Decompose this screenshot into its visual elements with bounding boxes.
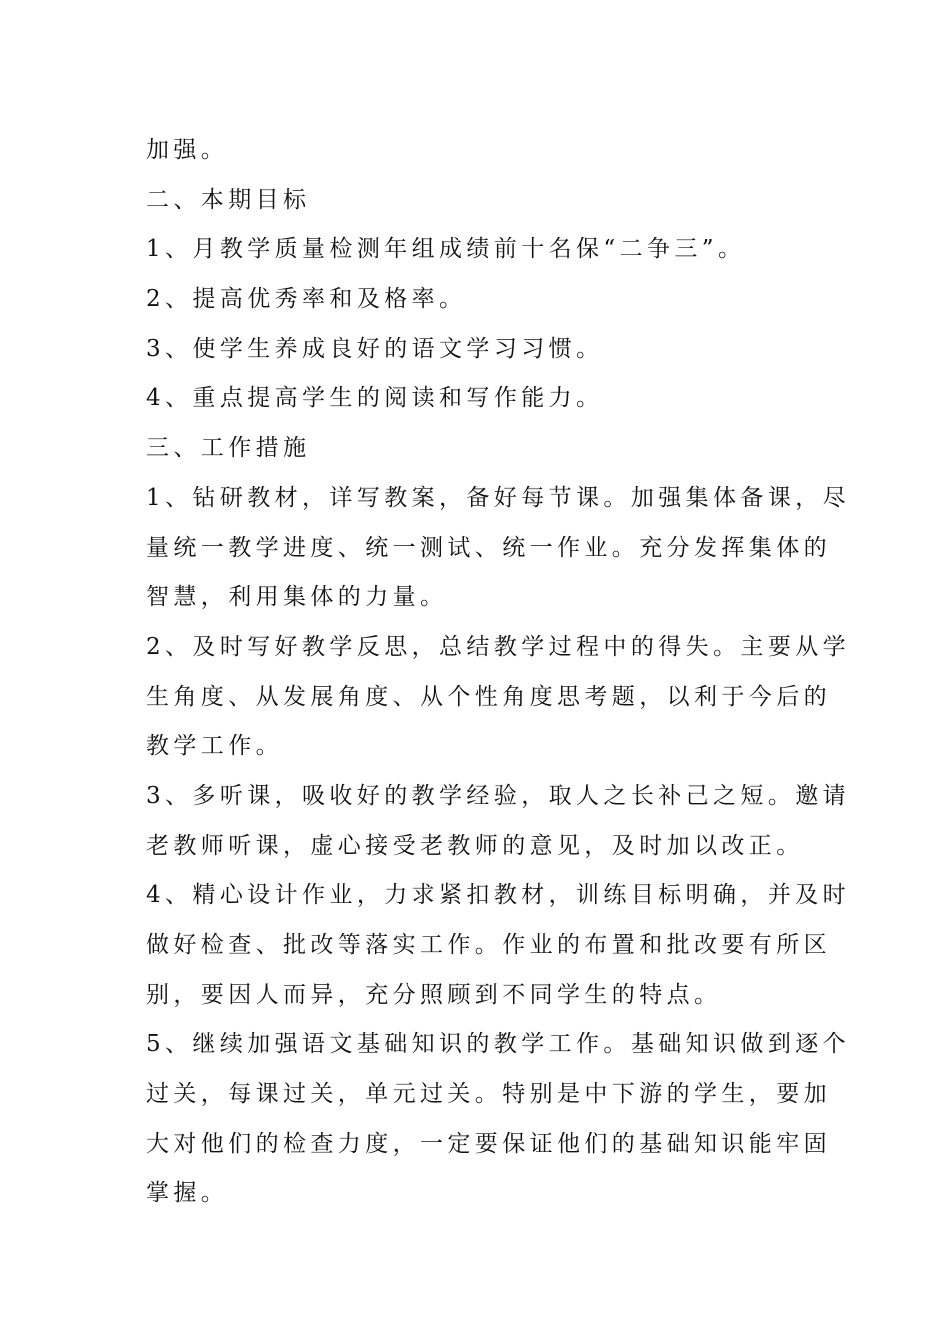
measure-4-line-1: 4、精心设计作业，力求紧扣教材，训练目标明确，并及时 [146, 882, 851, 909]
measure-1-line-3: 智慧，利用集体的力量。 [146, 584, 448, 611]
measure-3-line-1: 3、多听课，吸收好的教学经验，取人之长补己之短。邀请 [146, 782, 851, 809]
measure-2-line-1: 2、及时写好教学反思，总结教学过程中的得失。主要从学 [146, 633, 851, 660]
measure-2-line-2: 生角度、从发展角度、从个性角度思考题，以利于今后的 [146, 683, 831, 710]
measure-5-line-1: 5、继续加强语文基础知识的教学工作。基础知识做到逐个 [146, 1031, 851, 1058]
goal-item-2: 2、提高优秀率和及格率。 [146, 286, 467, 313]
measure-1-line-2: 量统一教学进度、统一测试、统一作业。充分发挥集体的 [146, 534, 831, 561]
measure-4-line-3: 别，要因人而异，充分照顾到不同学生的特点。 [146, 981, 722, 1008]
measure-1-line-1: 1、钻研教材，详写教案，备好每节课。加强集体备课，尽 [146, 484, 851, 511]
measure-5-line-3: 大对他们的检查力度，一定要保证他们的基础知识能牢固 [146, 1130, 831, 1157]
measure-5-line-2: 过关，每课过关，单元过关。特别是中下游的学生，要加 [146, 1081, 831, 1108]
section-heading-goals: 二、本期目标 [146, 186, 311, 213]
goal-item-4: 4、重点提高学生的阅读和写作能力。 [146, 385, 604, 412]
measure-2-line-3: 教学工作。 [146, 733, 283, 760]
goal-item-3: 3、使学生养成良好的语文学习习惯。 [146, 335, 604, 362]
measure-4-line-2: 做好检查、批改等落实工作。作业的布置和批改要有所区 [146, 932, 831, 958]
section-heading-measures: 三、工作措施 [146, 435, 311, 462]
document-body [146, 126, 851, 1219]
measure-3-line-2: 老教师听课，虚心接受老教师的意见，及时加以改正。 [146, 832, 804, 859]
goal-item-1: 1、月教学质量检测年组成绩前十名保“二争三”。 [146, 236, 746, 263]
measure-5-line-4: 掌握。 [146, 1180, 229, 1207]
text-line-continuation: 加强。 [146, 137, 229, 163]
